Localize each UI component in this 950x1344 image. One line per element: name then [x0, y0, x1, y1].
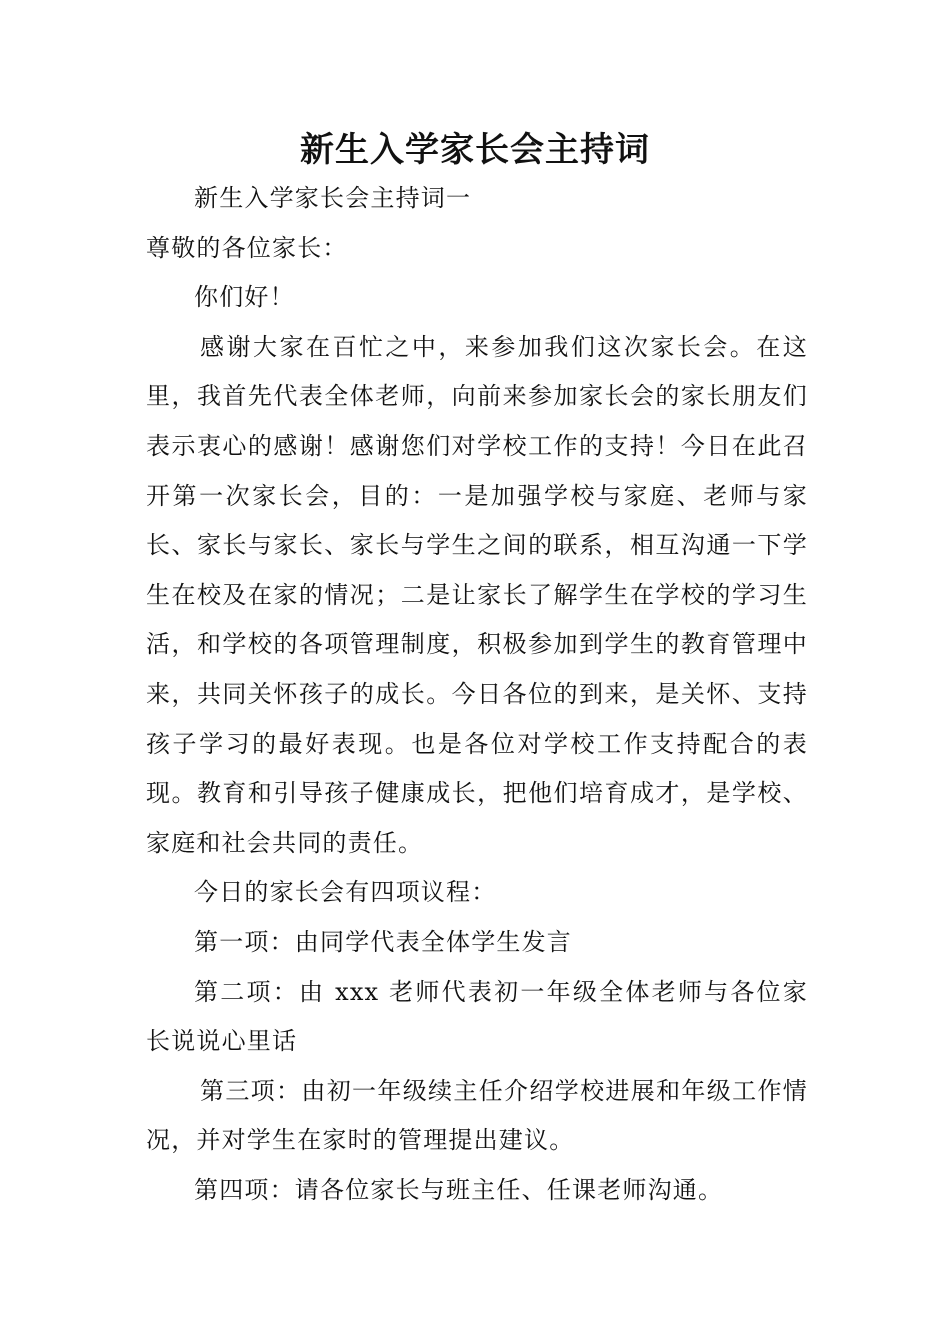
agenda-intro: 今日的家长会有四项议程：: [194, 878, 497, 907]
section-heading: 新生入学家长会主持词一: [194, 184, 472, 212]
agenda-item-3: 第三项：由初一年级续主任介绍学校进展和年级工作情况，并对学生在家时的管理提出建议。: [146, 1076, 808, 1155]
opening-paragraph: 感谢大家在百忙之中，来参加我们这次家长会。在这里，我首先代表全体老师，向前来参加家长会的家长朋友们表示衷心的感谢！感谢您们对学校工作的支持！今日在此召开第一次家长会，目的：一是加强学校与家庭、老师与家长、家长与家长、家长与学生之间的联系，相互沟通一下学生在校及在家的情况；二是让家长了解学生在学校的学习生活，和学校的各项管理制度，积极参加到学生的教育管理中来，共同关怀孩子的成长。今日各位的到来，是关怀、支持孩子学习的最好表现。也是各位对学校工作支持配合的表现。教育和引导孩子健康成长，把他们培育成才，是学校、家庭和社会共同的责任。: [146, 332, 808, 857]
agenda-item-4: 第四项：请各位家长与班主任、任课老师沟通。: [194, 1175, 724, 1204]
document-body: [146, 174, 808, 1215]
agenda-item-1: 第一项：由同学代表全体学生发言: [194, 927, 572, 956]
document-title: 新生入学家长会主持词: [300, 130, 650, 170]
agenda-item-2: 第二项：由 xxx 老师代表初一年级全体老师与各位家长说说心里话: [146, 977, 808, 1056]
greeting: 你们好！: [194, 283, 295, 312]
salutation: 尊敬的各位家长：: [146, 233, 348, 262]
